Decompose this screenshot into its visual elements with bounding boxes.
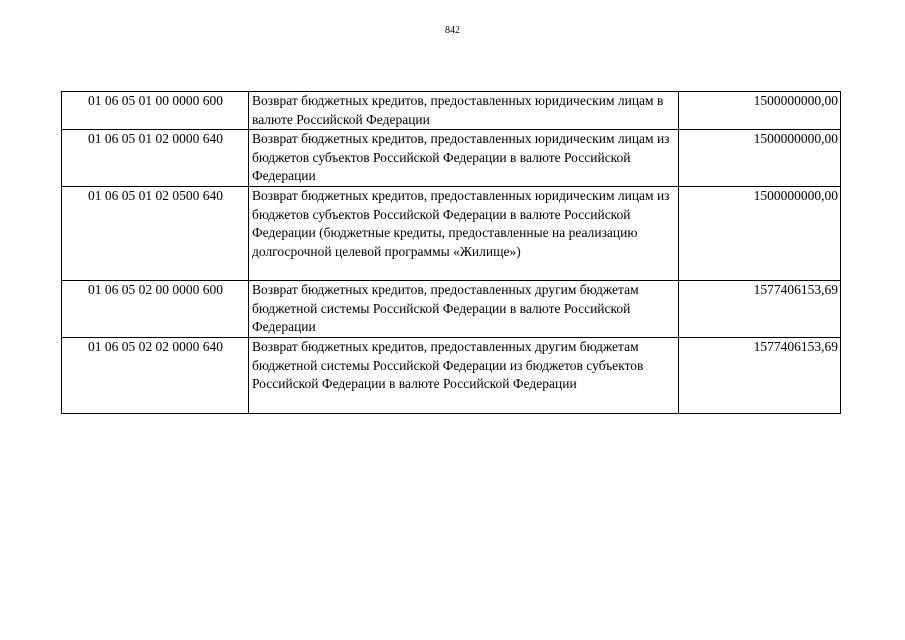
description-cell: Возврат бюджетных кредитов, предоставленных юридическим лицам из бюджетов субъектов Российской Федерации в валюте Российской Федерации bbox=[249, 130, 679, 187]
amount-cell: 1500000000,00 bbox=[679, 92, 841, 130]
amount-cell: 1500000000,00 bbox=[679, 187, 841, 281]
table-row bbox=[62, 130, 841, 187]
description-cell: Возврат бюджетных кредитов, предоставленных юридическим лицам из бюджетов субъектов Российской Федерации в валюте Российской Федерации (бюджетные кредиты, предоставленные на реализацию долгосрочной целевой программы «Жилище») bbox=[249, 187, 679, 281]
table-row bbox=[62, 281, 841, 338]
budget-code-cell: 01 06 05 02 00 0000 600 bbox=[62, 281, 249, 338]
table-row bbox=[62, 338, 841, 414]
budget-code-cell: 01 06 05 02 02 0000 640 bbox=[62, 338, 249, 414]
description-cell: Возврат бюджетных кредитов, предоставленных другим бюджетам бюджетной системы Российской Федерации в валюте Российской Федерации bbox=[249, 281, 679, 338]
budget-sources-table bbox=[61, 91, 841, 414]
amount-cell: 1500000000,00 bbox=[679, 130, 841, 187]
description-cell: Возврат бюджетных кредитов, предоставленных юридическим лицам в валюте Российской Федерации bbox=[249, 92, 679, 130]
budget-code-cell: 01 06 05 01 00 0000 600 bbox=[62, 92, 249, 130]
amount-cell: 1577406153,69 bbox=[679, 281, 841, 338]
table-row bbox=[62, 92, 841, 130]
budget-code-cell: 01 06 05 01 02 0000 640 bbox=[62, 130, 249, 187]
budget-code-cell: 01 06 05 01 02 0500 640 bbox=[62, 187, 249, 281]
table-row bbox=[62, 187, 841, 281]
amount-cell: 1577406153,69 bbox=[679, 338, 841, 414]
page-number: 842 bbox=[445, 25, 460, 36]
description-cell: Возврат бюджетных кредитов, предоставленных другим бюджетам бюджетной системы Российской Федерации из бюджетов субъектов Российской Федерации в валюте Российской Федерации bbox=[249, 338, 679, 414]
